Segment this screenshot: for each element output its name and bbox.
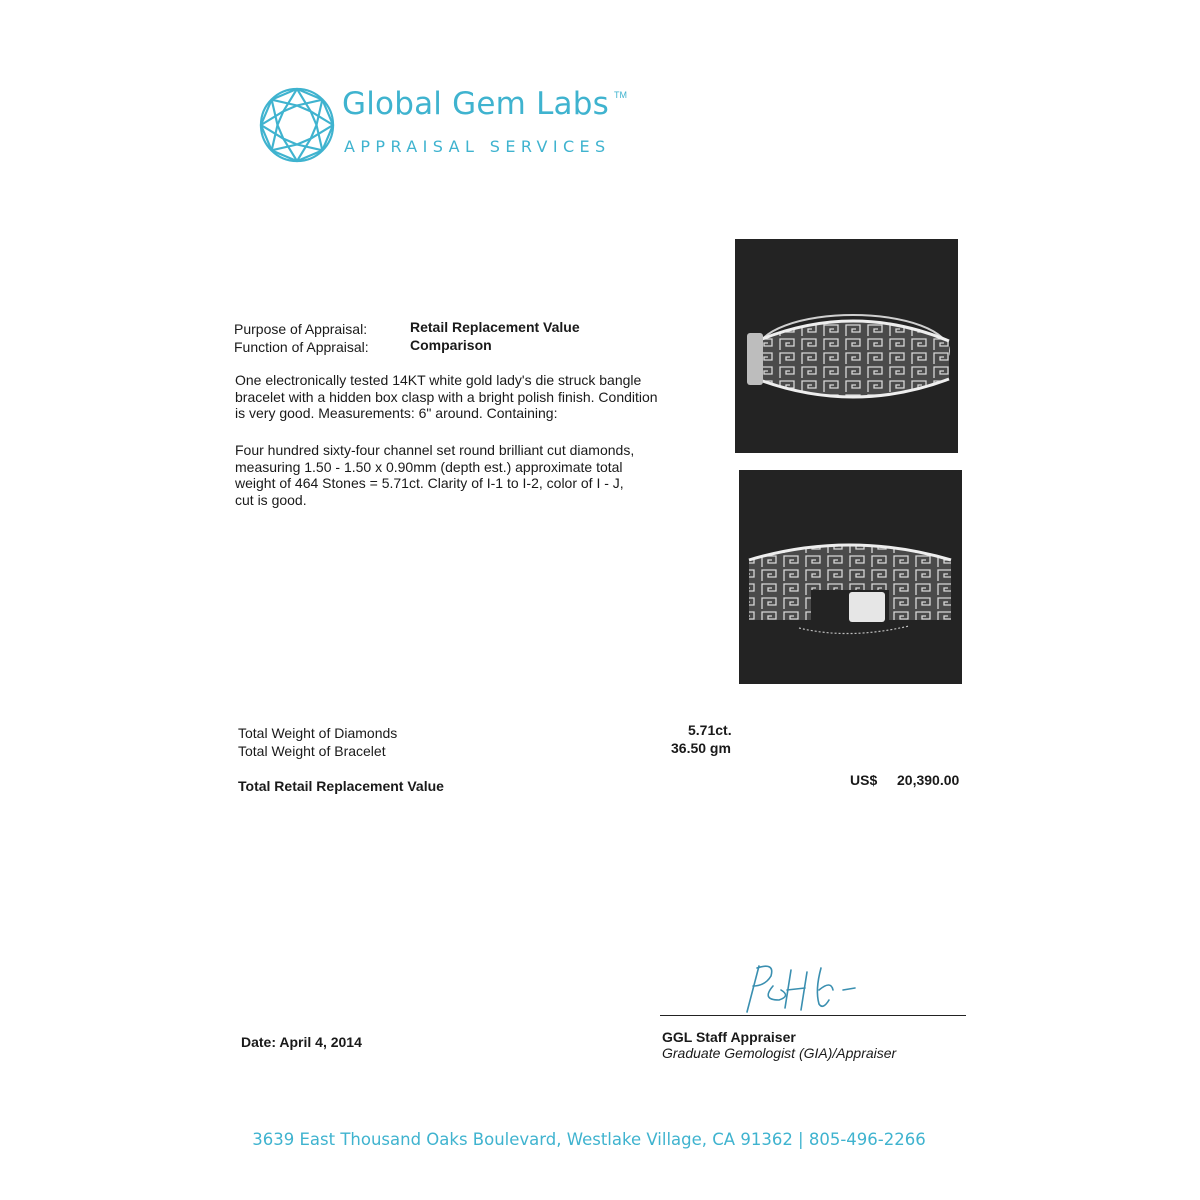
- purpose-value: Retail Replacement Value: [410, 319, 580, 335]
- description-line: cut is good.: [235, 491, 307, 508]
- description-line: One electronically tested 14KT white gold lady's die struck bangle: [235, 372, 642, 388]
- brand-tagline: APPRAISAL SERVICES: [344, 137, 611, 156]
- function-label: Function of Appraisal:: [234, 339, 369, 355]
- appraiser-signature: [735, 960, 865, 1016]
- diamond-weight-value: 5.71ct.: [688, 722, 732, 738]
- appraiser-title: Graduate Gemologist (GIA)/Appraiser: [662, 1045, 897, 1061]
- trademark-mark: TM: [614, 90, 627, 100]
- bracelet-photo-open: [739, 470, 962, 684]
- appraiser-name: GGL Staff Appraiser: [662, 1029, 796, 1045]
- appraisal-date: Date: April 4, 2014: [241, 1034, 362, 1050]
- function-value: Comparison: [410, 337, 492, 353]
- description-line: weight of 464 Stones = 5.71ct. Clarity of I-1 to I-2, color of I - J,: [235, 475, 624, 491]
- description-line: measuring 1.50 - 1.50 x 0.90mm (depth est.) approximate total: [235, 458, 623, 475]
- footer-address: 3639 East Thousand Oaks Boulevard, Westlake Village, CA 91362 | 805-496-2266: [252, 1130, 926, 1149]
- brand-name: Global Gem Labs: [342, 86, 609, 122]
- bracelet-weight-label: Total Weight of Bracelet: [238, 743, 386, 759]
- signature-line: [660, 1015, 966, 1016]
- description-line: bracelet with a hidden box clasp with a bright polish finish. Condition: [235, 388, 658, 405]
- purpose-label: Purpose of Appraisal:: [234, 321, 368, 337]
- description-line: is very good. Measurements: 6" around. Containing:: [235, 405, 558, 421]
- bracelet-photo-top: [735, 239, 958, 453]
- bracelet-weight-value: 36.50 gm: [671, 740, 731, 756]
- gem-logo-icon: [258, 86, 336, 164]
- currency-code: US$: [850, 772, 878, 788]
- diamond-description: [235, 442, 705, 508]
- total-retail-value: 20,390.00: [897, 772, 960, 788]
- description-line: Four hundred sixty-four channel set round brilliant cut diamonds,: [235, 442, 635, 458]
- item-description: [235, 372, 705, 422]
- total-retail-label: Total Retail Replacement Value: [238, 778, 444, 794]
- bracelet-closed-icon: [735, 239, 958, 453]
- bracelet-open-icon: [739, 470, 962, 684]
- diamond-weight-label: Total Weight of Diamonds: [238, 725, 398, 741]
